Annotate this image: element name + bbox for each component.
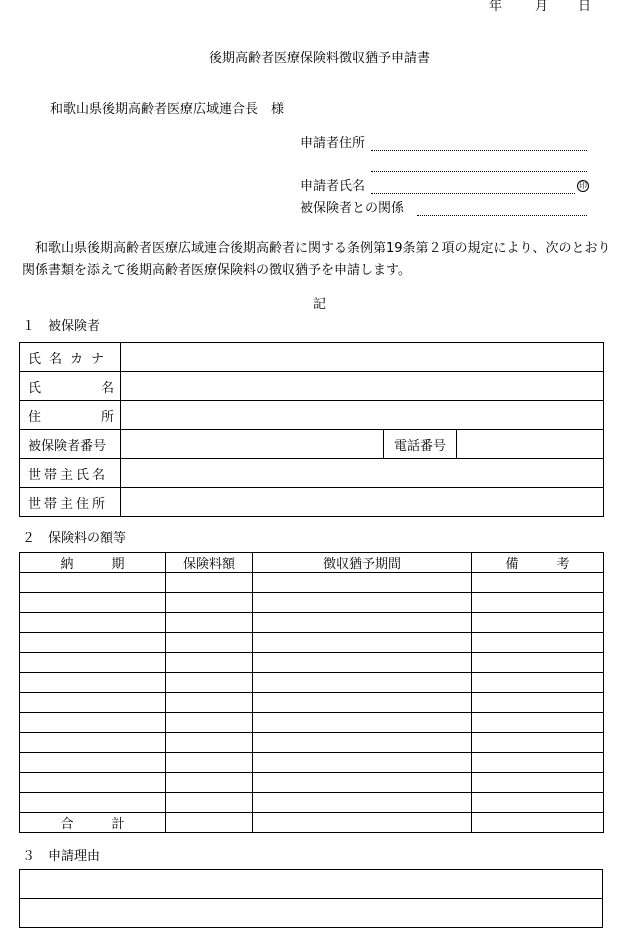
premium-table-header xyxy=(20,553,604,573)
householder-name-label: 世帯主氏名 xyxy=(20,459,121,488)
premium-cell[interactable] xyxy=(20,753,166,773)
premium-cell[interactable] xyxy=(253,593,472,613)
premium-cell[interactable] xyxy=(472,693,604,713)
table-row xyxy=(20,633,604,653)
premium-cell[interactable] xyxy=(166,633,253,653)
applicant-address-field-2[interactable] xyxy=(371,171,587,172)
header-defer-period: 徴収猶予期間 xyxy=(253,553,472,573)
total-label xyxy=(20,813,166,833)
ki-mark: 記 xyxy=(312,297,326,312)
address-label xyxy=(20,401,121,430)
premium-cell[interactable] xyxy=(166,773,253,793)
applicant-name-label: 申請者氏名 xyxy=(300,179,366,194)
applicant-name-field[interactable] xyxy=(371,193,575,194)
application-statement: 和歌山県後期高齢者医療広域連合後期高齢者に関する条例第19条第２項の規定により、次のとおり関係書類を添えて後期高齢者医療保険料の徴収猶予を申請します。 xyxy=(22,241,611,278)
document-title: 後期高齢者医療保険料徴収猶予申請書 xyxy=(208,51,430,66)
premium-cell[interactable] xyxy=(166,653,253,673)
premium-cell[interactable] xyxy=(20,633,166,653)
table-row xyxy=(20,613,604,633)
householder-name-field[interactable] xyxy=(121,459,604,488)
header-period xyxy=(20,553,166,573)
total-label-a: 合 xyxy=(60,817,74,832)
phone-field[interactable] xyxy=(457,430,604,459)
premium-cell[interactable] xyxy=(166,593,253,613)
premium-cell[interactable] xyxy=(20,673,166,693)
date-year: 年 xyxy=(489,0,503,14)
premium-cell[interactable] xyxy=(253,693,472,713)
premium-cell[interactable] xyxy=(20,773,166,793)
premium-cell[interactable] xyxy=(253,633,472,653)
premium-cell[interactable] xyxy=(253,753,472,773)
kana-field[interactable] xyxy=(121,343,604,372)
premium-cell[interactable] xyxy=(253,793,472,813)
premium-cell[interactable] xyxy=(20,713,166,733)
name-label-a: 氏 xyxy=(28,380,42,396)
table-row xyxy=(20,488,604,517)
date-month: 月 xyxy=(535,0,549,14)
table-row xyxy=(20,673,604,693)
table-row xyxy=(20,459,604,488)
name-label xyxy=(20,372,121,401)
addressee: 和歌山県後期高齢者医療広域連合長 様 xyxy=(50,102,285,117)
table-row xyxy=(20,773,604,793)
address-field[interactable] xyxy=(121,401,604,430)
premium-cell[interactable] xyxy=(472,753,604,773)
premium-cell[interactable] xyxy=(472,653,604,673)
table-row xyxy=(20,372,604,401)
table-row xyxy=(20,753,604,773)
phone-label: 電話番号 xyxy=(384,430,457,459)
total-cell[interactable] xyxy=(472,813,604,833)
table-row xyxy=(20,573,604,593)
applicant-address-field[interactable] xyxy=(371,150,587,151)
header-remarks-b: 考 xyxy=(556,557,570,572)
premium-cell[interactable] xyxy=(166,753,253,773)
table-row xyxy=(20,733,604,753)
table-row xyxy=(20,899,603,928)
reason-field[interactable] xyxy=(20,870,603,899)
kana-label: 氏名カナ xyxy=(20,343,121,372)
table-row xyxy=(20,430,604,459)
premium-cell[interactable] xyxy=(472,773,604,793)
table-row xyxy=(20,713,604,733)
premium-cell[interactable] xyxy=(253,673,472,693)
premium-cell[interactable] xyxy=(166,573,253,593)
premium-cell[interactable] xyxy=(20,693,166,713)
premium-cell[interactable] xyxy=(20,733,166,753)
relation-field[interactable] xyxy=(417,215,587,216)
section2-heading: ２ 保険料の額等 xyxy=(22,531,127,546)
premium-cell[interactable] xyxy=(166,673,253,693)
premium-cell[interactable] xyxy=(166,793,253,813)
premium-cell[interactable] xyxy=(20,573,166,593)
header-amount: 保険料額 xyxy=(166,553,253,573)
table-row xyxy=(20,401,604,430)
insured-person-table xyxy=(19,342,604,517)
premium-cell[interactable] xyxy=(166,693,253,713)
premium-cell[interactable] xyxy=(20,593,166,613)
premium-cell[interactable] xyxy=(253,773,472,793)
address-label-a: 住 xyxy=(28,409,42,425)
premium-cell[interactable] xyxy=(253,713,472,733)
header-period-b: 期 xyxy=(111,557,125,572)
section1-heading: １ 被保険者 xyxy=(22,319,101,334)
premium-cell[interactable] xyxy=(472,633,604,653)
premium-cell[interactable] xyxy=(472,673,604,693)
premium-cell[interactable] xyxy=(253,613,472,633)
relation-label: 被保険者との関係 xyxy=(300,201,405,216)
total-cell[interactable] xyxy=(166,813,253,833)
table-row xyxy=(20,793,604,813)
date-day: 日 xyxy=(578,0,592,14)
total-label-b: 計 xyxy=(111,817,125,832)
name-field[interactable] xyxy=(121,372,604,401)
total-cell[interactable] xyxy=(253,813,472,833)
seal-mark: 印 xyxy=(579,181,587,190)
premium-cell[interactable] xyxy=(253,573,472,593)
premium-cell[interactable] xyxy=(472,613,604,633)
premium-cell[interactable] xyxy=(472,573,604,593)
premium-cell[interactable] xyxy=(253,653,472,673)
insured-number-field[interactable] xyxy=(121,430,384,459)
name-label-b: 名 xyxy=(100,380,114,396)
premium-cell[interactable] xyxy=(166,733,253,753)
address-label-b: 所 xyxy=(100,409,114,425)
header-period-a: 納 xyxy=(60,557,74,572)
premium-cell[interactable] xyxy=(166,713,253,733)
table-row xyxy=(20,870,603,899)
reason-field[interactable] xyxy=(20,899,603,928)
premium-cell[interactable] xyxy=(20,613,166,633)
premium-cell[interactable] xyxy=(253,733,472,753)
premium-cell[interactable] xyxy=(472,793,604,813)
table-row xyxy=(20,343,604,372)
table-row xyxy=(20,593,604,613)
premium-cell[interactable] xyxy=(472,713,604,733)
insured-number-label: 被保険者番号 xyxy=(20,430,121,459)
premium-table xyxy=(19,552,604,833)
table-row xyxy=(20,653,604,673)
applicant-address-label: 申請者住所 xyxy=(300,136,366,151)
premium-cell[interactable] xyxy=(472,593,604,613)
premium-cell[interactable] xyxy=(20,653,166,673)
header-remarks xyxy=(472,553,604,573)
header-remarks-a: 備 xyxy=(505,557,519,572)
section3-heading: ３ 申請理由 xyxy=(22,849,101,864)
householder-address-label: 世帯主住所 xyxy=(20,488,121,517)
table-row xyxy=(20,693,604,713)
reason-table xyxy=(19,869,603,928)
total-row xyxy=(20,813,604,833)
householder-address-field[interactable] xyxy=(121,488,604,517)
premium-cell[interactable] xyxy=(20,793,166,813)
premium-cell[interactable] xyxy=(472,733,604,753)
premium-cell[interactable] xyxy=(166,613,253,633)
